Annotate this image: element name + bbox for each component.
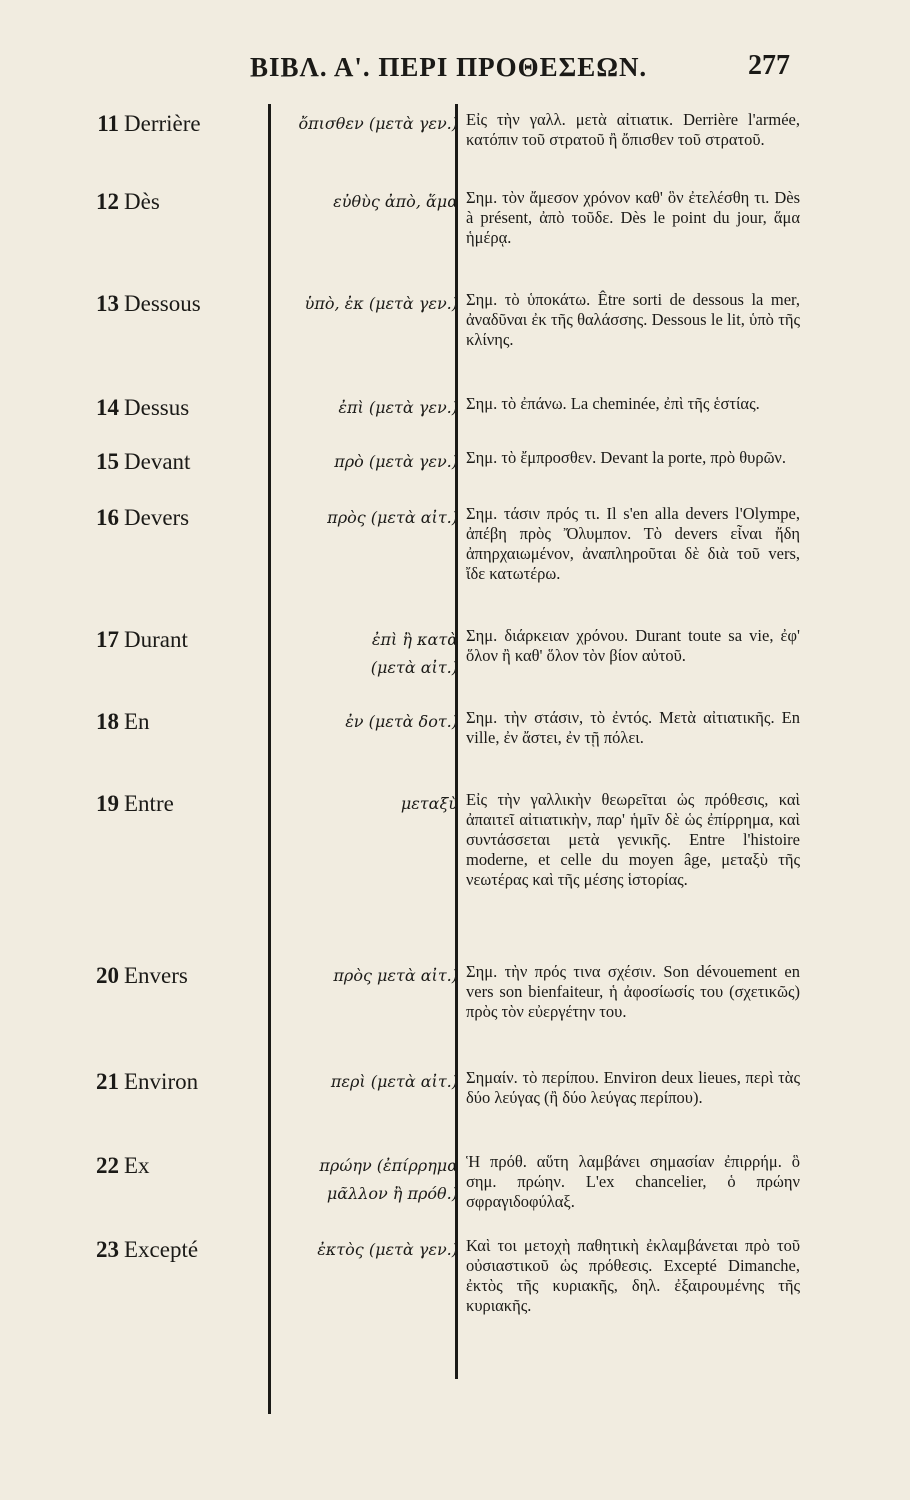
greek-equivalent: ἐκτὸς (μετὰ γεν.): [317, 1240, 458, 1259]
french-preposition: En: [124, 709, 150, 734]
greek-equivalent: ἐν (μετὰ δοτ.): [345, 712, 458, 731]
greek-equivalent: περὶ (μετὰ αἰτ.): [330, 1072, 458, 1091]
french-preposition: Durant: [124, 627, 188, 652]
usage-note: Σημ. τάσιν πρός τι. Il s'en alla devers l'Olympe, ἀπέβη πρὸς Ὄλυμπον. Τὸ devers εἶναι ἤδη ἀπηρχαιωμένον, ἀναπληροῦται δὲ διὰ τοῦ vers, ἴδε κατωτέρω.: [466, 504, 800, 583]
french-preposition: Devers: [124, 505, 190, 530]
french-preposition: Dès: [124, 189, 160, 214]
running-header: ΒΙΒΛ. Α'. ΠΕΡΙ ΠΡΟΘΕΣΕΩΝ.: [250, 52, 648, 82]
usage-note: Καὶ τοι μετοχὴ παθητικὴ ἐκλαμβάνεται πρὸ τοῦ οὐσιαστικοῦ ὡς πρόθεσις. Excepté Dimanche, ἐκτὸς τῆς κυριακῆς, δηλ. ἐξαιρουμένης τῆς κυριακῆς.: [466, 1236, 800, 1315]
usage-note: Σημ. τὴν πρός τινα σχέσιν. Son dévouement en vers son bienfaiteur, ἡ ἀφοσίωσίς του (σχετικῶς) πρὸς τὸν εὐεργέτην του.: [466, 962, 800, 1021]
greek-equivalent: πρὸ (μετὰ γεν.): [334, 452, 458, 471]
french-preposition: Ex: [124, 1153, 150, 1178]
entry-number: 21: [96, 1069, 119, 1094]
usage-note: Σημ. τὴν στάσιν, τὸ ἐντός. Μετὰ αἰτιατικῆς. En ville, ἐν ἄστει, ἐν τῇ πόλει.: [466, 708, 800, 747]
usage-note: Ἡ πρόθ. αὕτη λαμβάνει σημασίαν ἐπιρρήμ. ὃ σημ. πρώην. L'ex chancelier, ὁ πρώην σφραγιδοφύλαξ.: [466, 1152, 800, 1211]
french-preposition: Entre: [124, 791, 174, 816]
greek-equivalent: ὑπὸ, ἐκ (μετὰ γεν.): [304, 294, 458, 313]
french-preposition: Devant: [124, 449, 191, 474]
usage-note: Σημ. διάρκειαν χρόνου. Durant toute sa vie, ἐφ' ὅλον ἢ καθ' ὅλον τὸν βίον αὐτοῦ.: [466, 626, 800, 665]
entry-number: 13: [96, 291, 119, 316]
entry-number: 19: [96, 791, 119, 816]
entry-number: 22: [96, 1153, 119, 1178]
french-preposition: Environ: [124, 1069, 199, 1094]
greek-equivalent: ἐπὶ (μετὰ γεν.): [338, 398, 458, 417]
usage-note: Εἰς τὴν γαλλικὴν θεωρεῖται ὡς πρόθεσις, καὶ ἀπαιτεῖ αἰτιατικὴν, παρ' ἡμῖν δὲ ὡς ἐπίρρημα, καὶ συντάσσεται μετὰ γενικῆς. Entre l'histoire moderne, et celle du moyen âge, μεταξὺ τῆς νεωτέρας καὶ τῆς μέσης ἱστορίας.: [466, 790, 800, 889]
french-preposition: Dessous: [124, 291, 201, 316]
entry-number: 23: [96, 1237, 119, 1262]
greek-equivalent: εὐθὺς ἀπὸ, ἅμα: [333, 192, 458, 211]
greek-equivalent: μεταξὺ: [400, 794, 458, 813]
entry-number: 16: [96, 505, 119, 530]
usage-note: Σημ. τὸν ἄμεσον χρόνον καθ' ὃν ἐτελέσθη τι. Dès à présent, ἀπὸ τοῦδε. Dès le point du jour, ἅμα ἡμέρᾳ.: [466, 188, 800, 247]
french-preposition: Envers: [124, 963, 188, 988]
french-preposition: Dessus: [124, 395, 190, 420]
entry-number: 18: [96, 709, 119, 734]
greek-equivalent: ὄπισθεν (μετὰ γεν.): [298, 114, 458, 133]
entry-number: 20: [96, 963, 119, 988]
french-preposition: Excepté: [124, 1237, 199, 1262]
usage-note: Σημ. τὸ ἔμπροσθεν. Devant la porte, πρὸ θυρῶν.: [466, 448, 787, 467]
entry-number: 12: [96, 189, 119, 214]
usage-note: Σημ. τὸ ἐπάνω. La cheminée, ἐπὶ τῆς ἑστίας.: [466, 394, 760, 413]
greek-equivalent: πρώην (ἐπίρρημα μᾶλλον ἢ πρόθ.): [319, 1156, 458, 1203]
greek-equivalent: πρὸς (μετὰ αἰτ.): [327, 508, 458, 527]
greek-equivalent: ἐπὶ ἢ κατὰ (μετὰ αἰτ.): [370, 630, 458, 677]
entry-number: 15: [96, 449, 119, 474]
usage-note: Σημαίν. τὸ περίπου. Environ deux lieues, περὶ τὰς δύο λεύγας (ἢ δύο λεύγας περίπου).: [466, 1068, 800, 1107]
entry-number: 17: [96, 627, 119, 652]
french-preposition: Derrière: [124, 111, 201, 136]
usage-note: Εἰς τὴν γαλλ. μετὰ αἰτιατικ. Derrière l'armée, κατόπιν τοῦ στρατοῦ ἢ ὄπισθεν τοῦ στρατοῦ.: [466, 110, 800, 149]
greek-equivalent: πρὸς μετὰ αἰτ.): [333, 966, 458, 985]
usage-note: Σημ. τὸ ὑποκάτω. Être sorti de dessous la mer, ἀναδῦναι ἐκ τῆς θαλάσσης. Dessous le lit, ὑπὸ τῆς κλίνης.: [466, 290, 800, 349]
page-number: 277: [748, 50, 790, 81]
entry-number: 14: [96, 395, 119, 420]
entry-number: 11: [97, 111, 119, 136]
